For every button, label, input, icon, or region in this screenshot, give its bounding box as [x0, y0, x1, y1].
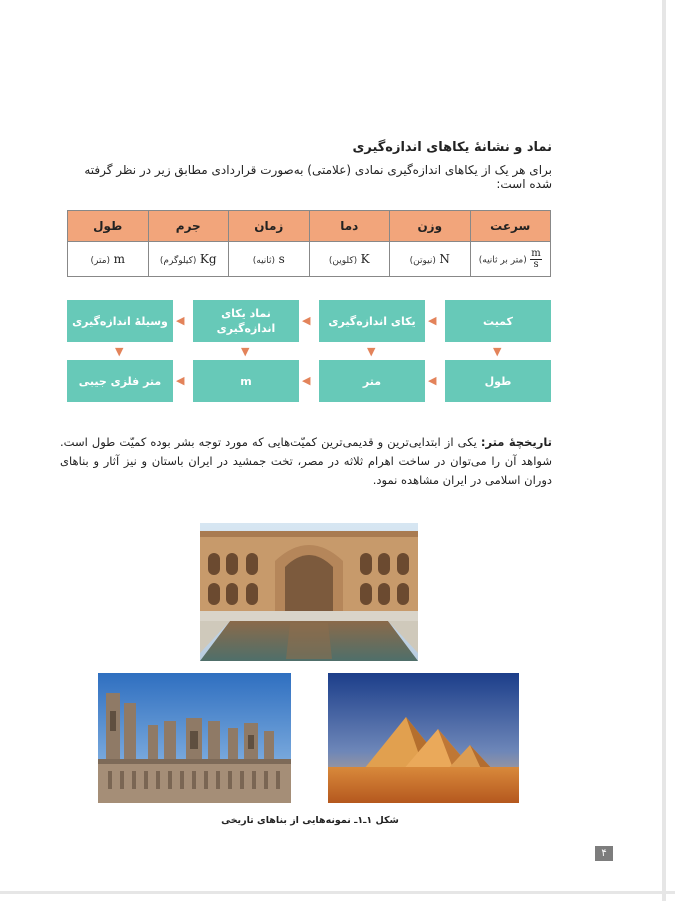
history-text: یکی از ابتدایی‌ترین و قدیمی‌ترین کمیّت‌هایی که مورد توجه بشر بوده کمیّت طول است. شواهد آن را می‌توان در ساخت اهرام ثلاثه در مصر، تخت جمشید در ایران باستان و نیز آثار و بناهای دوران اسلامی در ایران مشاهده نمود.	[60, 435, 552, 487]
temperature-symbol: K	[360, 252, 370, 266]
historic-house-photo	[200, 523, 418, 661]
header-length: طول	[68, 211, 149, 242]
arrow-left-icon: ◀	[428, 314, 437, 327]
arrow-left-icon: ◀	[176, 374, 185, 387]
length-symbol: m	[113, 252, 125, 266]
arrow-left-icon: ◀	[302, 314, 311, 327]
intro-paragraph: برای هر یک از یکاهای اندازه‌گیری نمادی (علامتی) به‌صورت قراردادی مطابق زیر در نظر گرفته شده است:	[84, 163, 552, 191]
arrow-left-icon: ◀	[302, 374, 311, 387]
weight-symbol: N	[439, 252, 450, 266]
header-temperature: دما	[309, 211, 390, 242]
cell-mass	[148, 242, 229, 277]
flow-box-unit-symbol: نماد یکای اندازه‌گیری	[193, 300, 299, 342]
speed-unit-name: (متر بر ثانیه)	[478, 255, 527, 265]
length-unit-name: (متر)	[90, 256, 111, 266]
units-table	[67, 210, 551, 277]
table-header-row	[68, 211, 551, 242]
history-paragraph	[60, 433, 552, 490]
arrow-down-icon: ▼	[367, 345, 376, 358]
flow-box-instrument: وسیلهٔ اندازه‌گیری	[67, 300, 173, 342]
page-frame-bottom	[0, 891, 675, 894]
header-speed: سرعت	[470, 211, 551, 242]
table-row	[68, 242, 551, 277]
header-time: زمان	[229, 211, 310, 242]
cell-speed	[470, 242, 551, 277]
arrow-down-icon: ▼	[241, 345, 250, 358]
persepolis-photo	[98, 673, 291, 803]
flow-box-unit: یکای اندازه‌گیری	[319, 300, 425, 342]
pyramids-photo	[328, 673, 519, 803]
flow-box-m-symbol: m	[193, 360, 299, 402]
cell-temperature	[309, 242, 390, 277]
weight-unit-name: (نیوتن)	[409, 256, 436, 266]
speed-symbol-denominator: s	[533, 258, 539, 270]
cell-length	[68, 242, 149, 277]
flow-box-meter: متر	[319, 360, 425, 402]
temperature-unit-name: (کلوین)	[328, 256, 358, 266]
speed-symbol-numerator: m	[531, 247, 541, 259]
cell-time	[229, 242, 310, 277]
page-number: ۴	[595, 846, 613, 861]
history-label: تاریخچهٔ متر:	[480, 435, 552, 449]
arrow-down-icon: ▼	[115, 345, 124, 358]
flow-box-tape-measure: متر فلزی جیبی	[67, 360, 173, 402]
time-symbol: s	[278, 252, 285, 266]
time-unit-name: (ثانیه)	[252, 256, 276, 266]
arrow-left-icon: ◀	[428, 374, 437, 387]
figure-caption: شکل ۱ـ۱ـ نمونه‌هایی از بناهای تاریخی	[221, 815, 399, 826]
flow-box-quantity: کمیت	[445, 300, 551, 342]
header-weight: وزن	[390, 211, 471, 242]
cell-weight	[390, 242, 471, 277]
page-frame-right	[662, 0, 666, 901]
section-title: نماد و نشانهٔ یکاهای اندازه‌گیری	[352, 140, 552, 155]
speed-symbol	[530, 249, 541, 270]
arrow-left-icon: ◀	[176, 314, 185, 327]
header-mass: جرم	[148, 211, 229, 242]
mass-symbol: Kg	[199, 252, 217, 266]
arrow-down-icon: ▼	[493, 345, 502, 358]
mass-unit-name: (کیلوگرم)	[159, 256, 197, 266]
flow-box-length: طول	[445, 360, 551, 402]
